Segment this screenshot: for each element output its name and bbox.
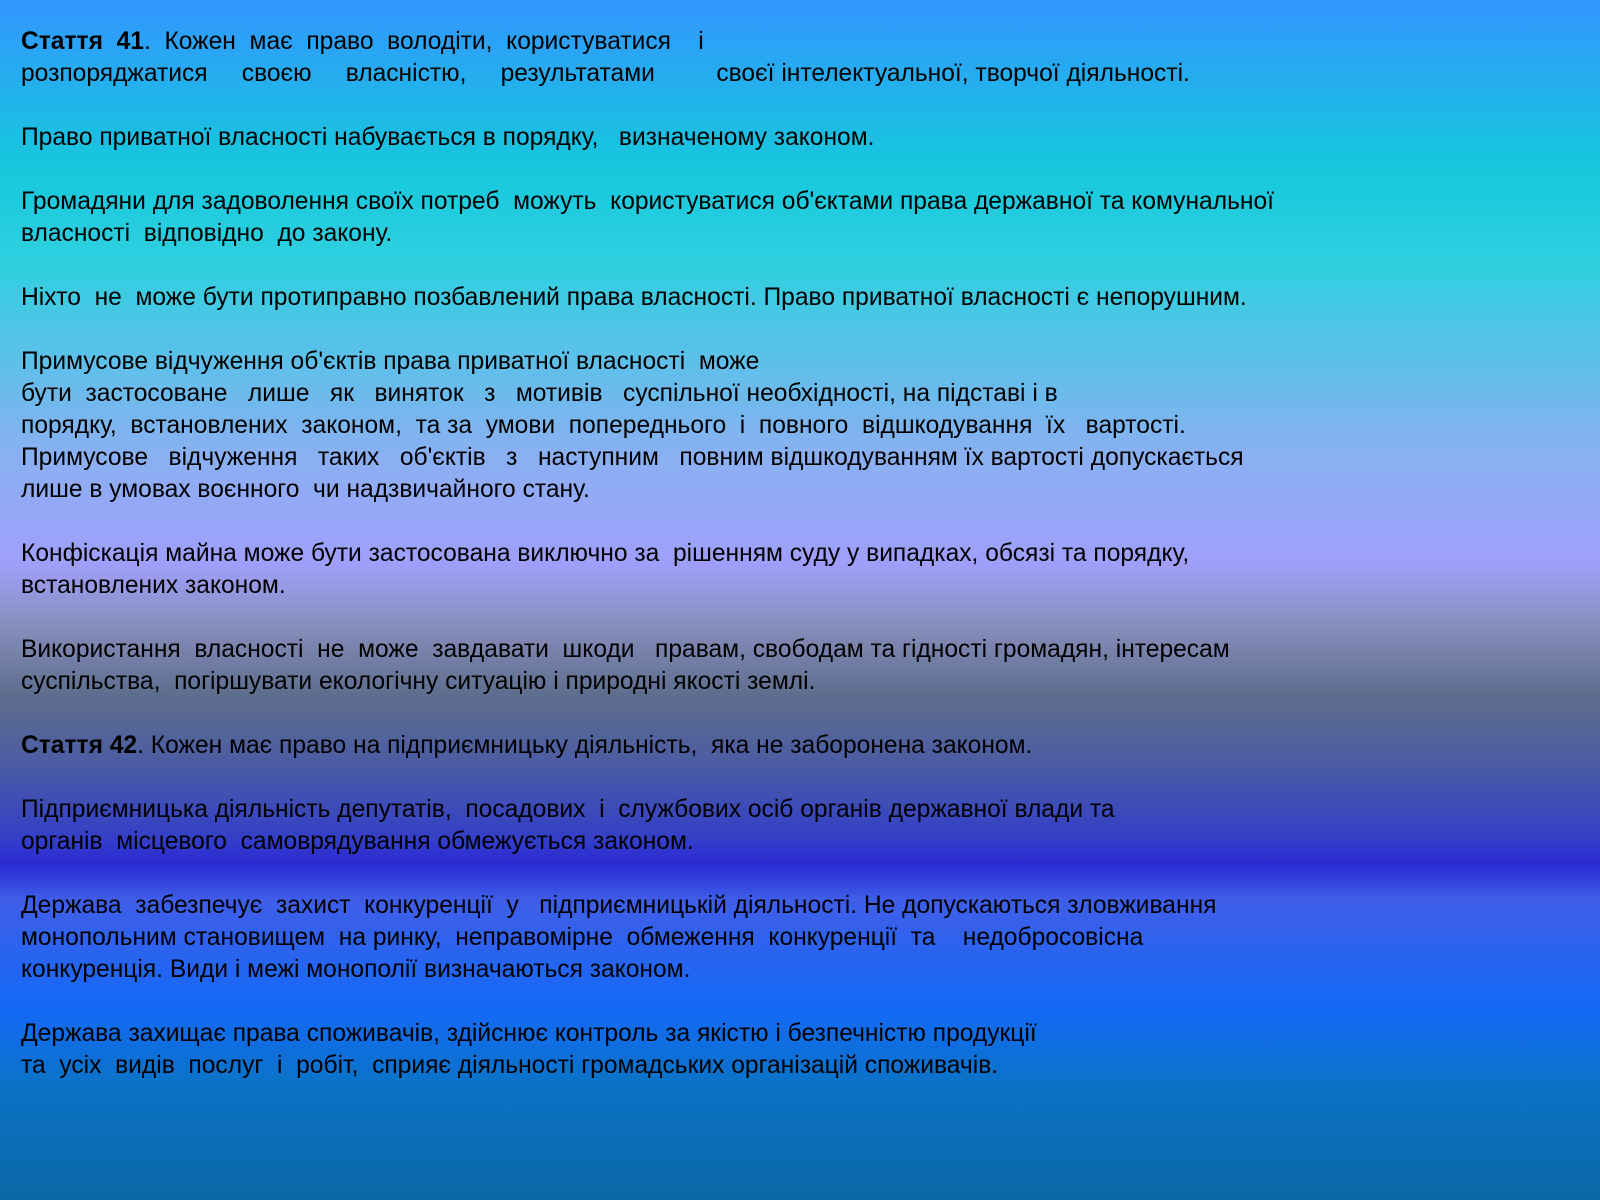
text-line: суспільства, погіршувати екологічну ситуацію і природні якості землі. <box>21 668 816 695</box>
text-line: Громадяни для задоволення своїх потреб можуть користуватися об'єктами права державної та комунальної <box>21 188 1274 215</box>
article-41-intro-line-2: розпоряджатися своєю власністю, результатами своєї інтелектуальної, творчої діяльності. <box>21 60 1190 87</box>
text-line: органів місцевого самоврядування обмежується законом. <box>21 828 694 855</box>
article-42-intro <box>21 730 1593 762</box>
article-42-label: Стаття 42 <box>21 732 138 759</box>
article-42-intro-line-1 <box>21 730 1593 762</box>
article-41-paragraph-confiscation <box>21 538 1593 602</box>
text-line: лише в умовах воєнного чи надзвичайного стану. <box>21 476 590 503</box>
article-41-paragraph-inviolable <box>21 282 1593 314</box>
text-line: Підприємницька діяльність депутатів, посадових і службових осіб органів державної влади та <box>21 796 1115 823</box>
article-41-intro-line-1 <box>21 26 1593 58</box>
text-line: Право приватної власності набувається в порядку, визначеному законом. <box>21 124 875 151</box>
article-42-intro-text: . Кожен має право на підприємницьку діяльність, яка не заборонена законом. <box>137 732 1033 759</box>
text-line: Держава захищає права споживачів, здійснює контроль за якістю і безпечністю продукції <box>21 1020 1037 1047</box>
text-line: Ніхто не може бути протиправно позбавлений права власності. Право приватної власності є непорушним. <box>21 284 1247 311</box>
article-41-label: Стаття 41 <box>21 28 144 55</box>
article-41-intro-text: . Кожен має право володіти, користуватися і <box>143 28 704 55</box>
text-line: Примусове відчуження об'єктів права приватної власності може <box>21 348 760 375</box>
article-41-paragraph-expropriation <box>21 346 1593 506</box>
text-line: бути застосоване лише як виняток з мотивів суспільної необхідності, на підставі і в <box>21 380 1058 407</box>
text-line: власності відповідно до закону. <box>21 220 393 247</box>
article-41-intro <box>21 26 1593 90</box>
text-line: та усіх видів послуг і робіт, сприяє діяльності громадських організацій споживачів. <box>21 1052 999 1079</box>
article-41-paragraph-use-of-property <box>21 634 1593 698</box>
article-42-paragraph-competition <box>21 890 1593 986</box>
text-line: Конфіскація майна може бути застосована виключно за рішенням суду у випадках, обсязі та порядку, <box>21 540 1190 567</box>
text-line: Примусове відчуження таких об'єктів з наступним повним відшкодуванням їх вартості допускається <box>21 444 1244 471</box>
text-line: монопольним становищем на ринку, неправомірне обмеження конкуренції та недобросовісна <box>21 924 1144 951</box>
text-line: порядку, встановлених законом, та за умови попереднього і повного відшкодування їх вартості. <box>21 412 1186 439</box>
text-line: Використання власності не може завдавати шкоди правам, свободам та гідності громадян, інтересам <box>21 636 1230 663</box>
article-41-paragraph-state-property <box>21 186 1593 250</box>
text-line: встановлених законом. <box>21 572 286 599</box>
text-line: конкуренція. Види і межі монополії визначаються законом. <box>21 956 691 983</box>
article-41-paragraph-private-property <box>21 122 1593 154</box>
text-line: Держава забезпечує захист конкуренції у підприємницькій діяльності. Не допускаються зловживання <box>21 892 1217 919</box>
article-42-paragraph-officials <box>21 794 1593 858</box>
article-42-paragraph-consumers <box>21 1018 1593 1082</box>
constitution-text <box>21 26 1593 1114</box>
